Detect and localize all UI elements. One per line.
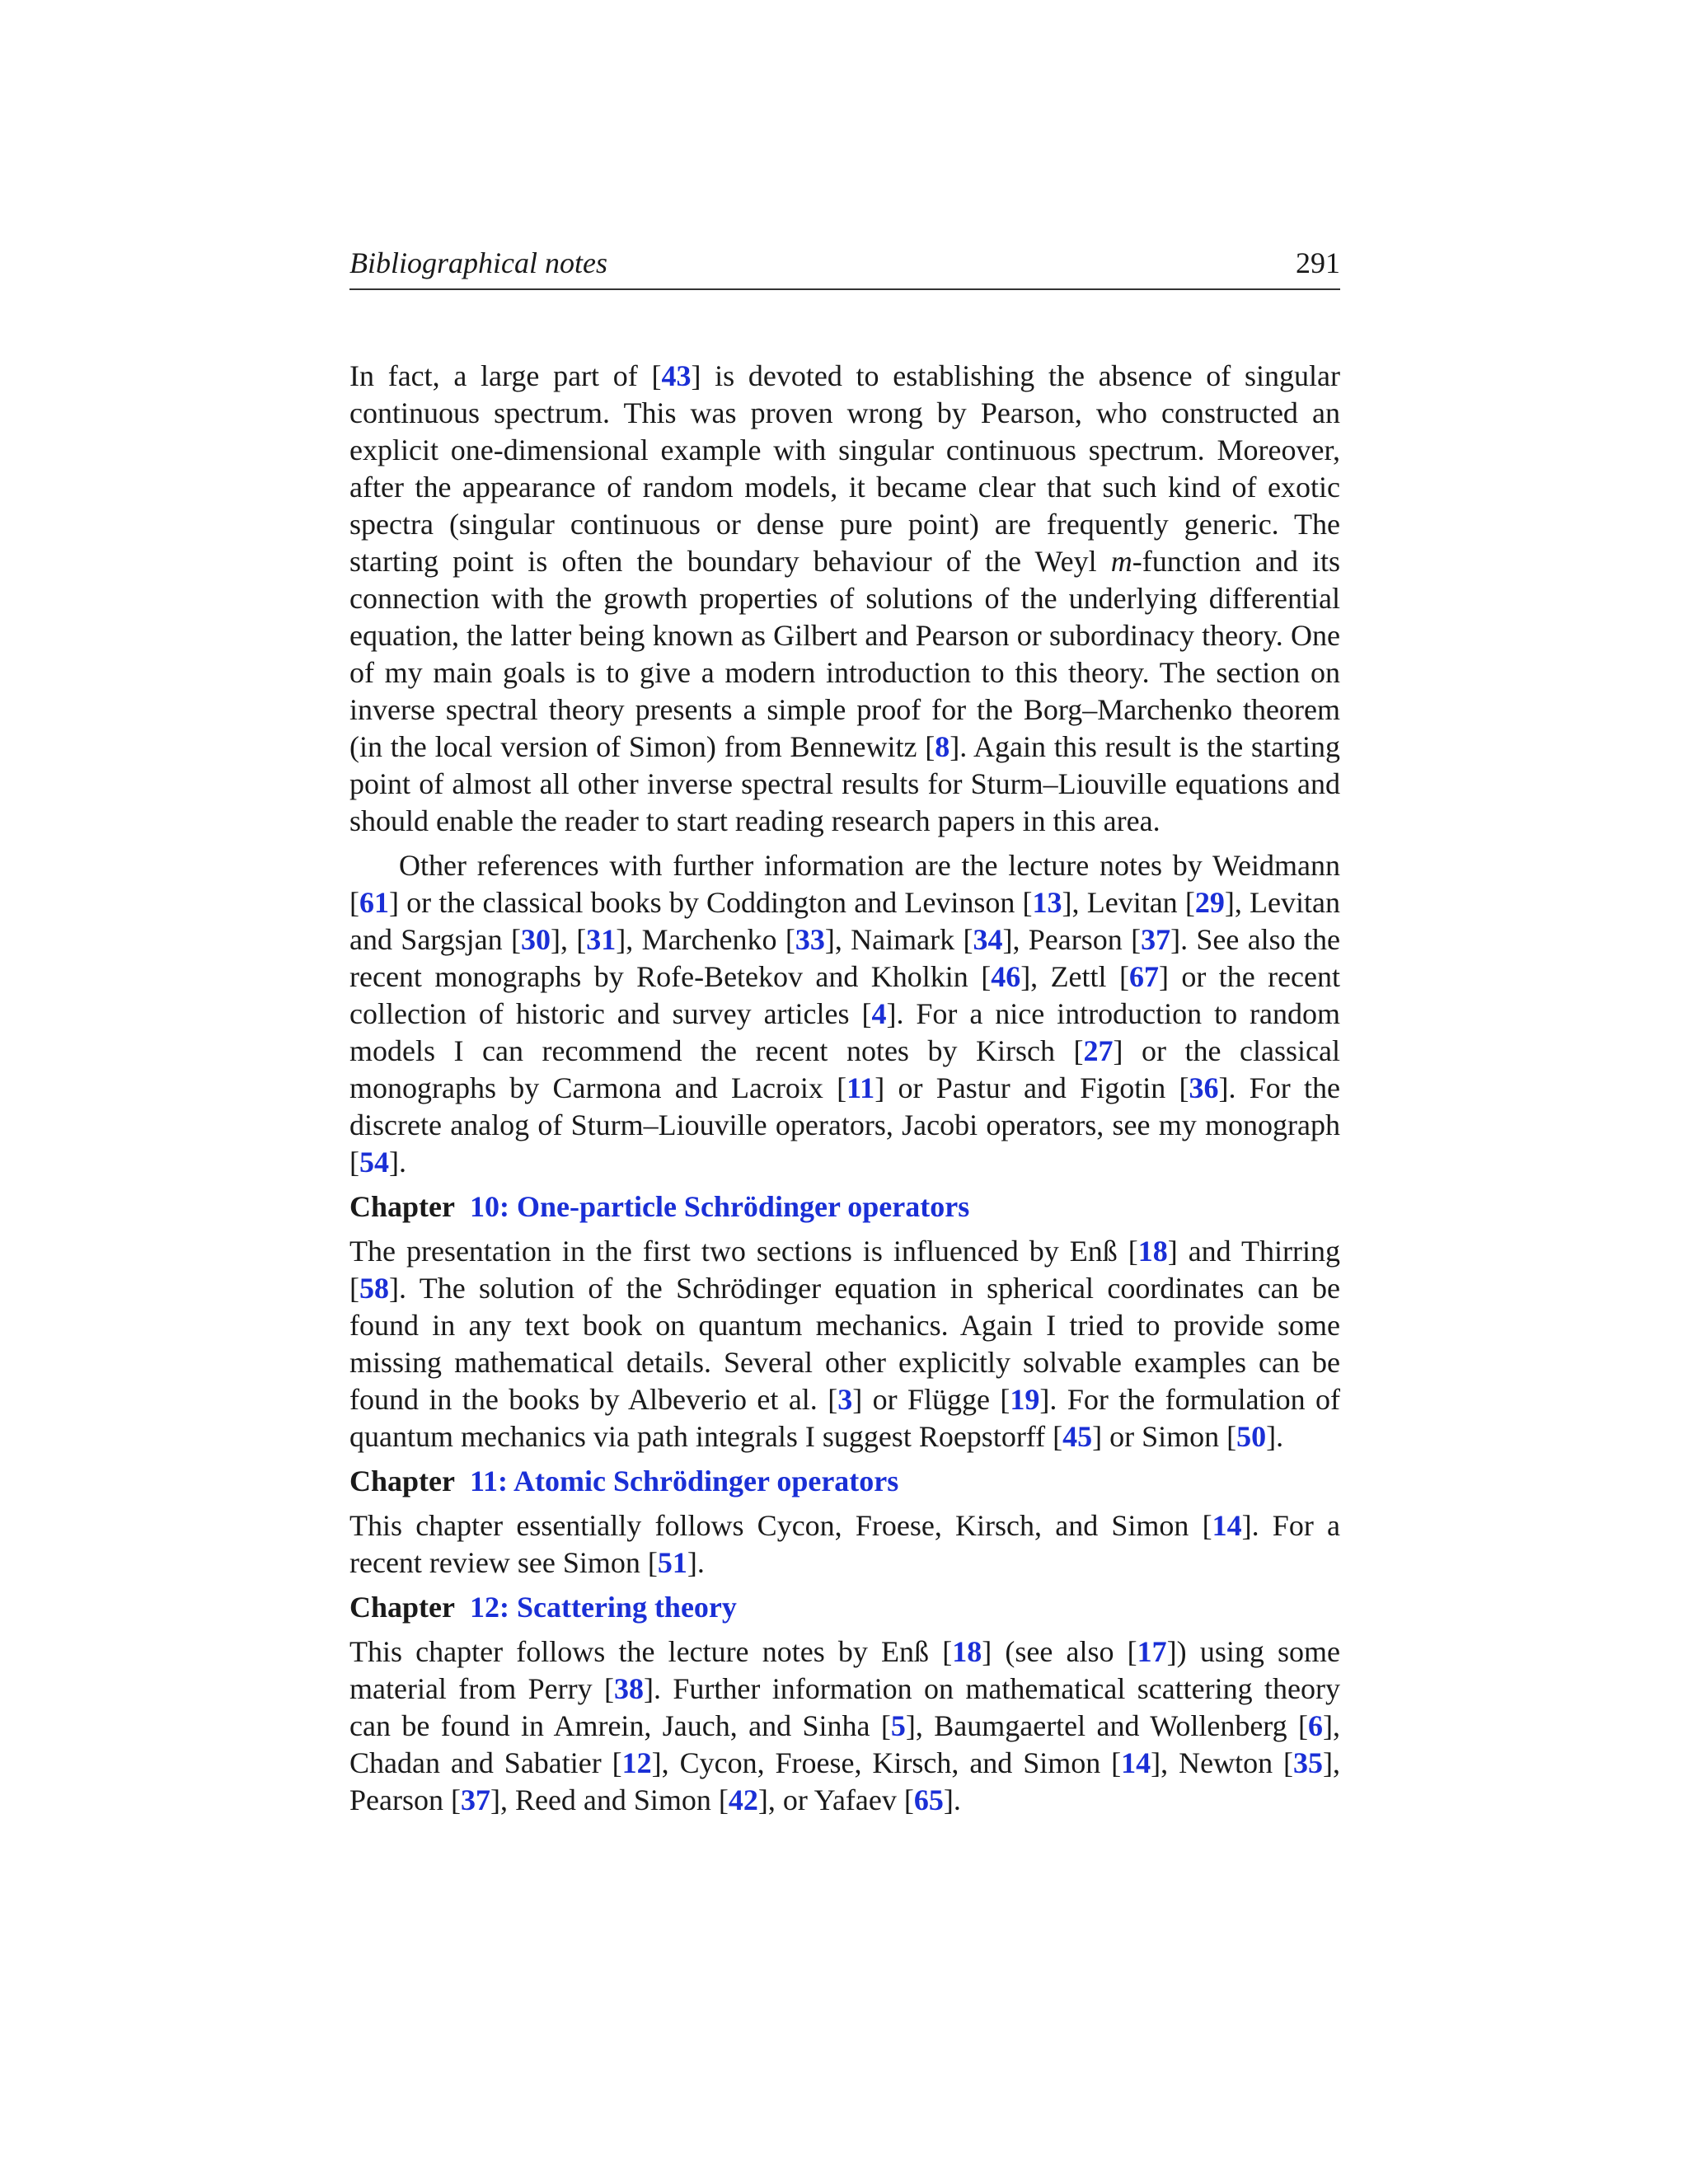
text-run: ]. Again this result is the starting point of almost all other inverse spectral results for Sturm–Liouville equations and should enable the reader to start reading research papers in this area. [349,730,1341,837]
chapter-title-link[interactable]: 10: One-particle Schrödinger operators [470,1190,970,1223]
citation-link[interactable]: 42 [728,1783,758,1816]
citation-link[interactable]: 35 [1292,1746,1323,1779]
paragraph [349,1233,1340,1455]
chapter-label: Chapter [349,1465,455,1497]
text-run: ]. For a nice introduction to random models I can recommend the recent notes by Kirsch [ [349,997,1340,1067]
text-run: ], [ [550,923,587,956]
text-run: ] or Pastur and Figotin [ [874,1071,1189,1104]
citation-link[interactable]: 45 [1062,1420,1093,1453]
text-run: ]. [1266,1420,1284,1453]
citation-link[interactable]: 18 [952,1635,982,1668]
citation-link[interactable]: 3 [837,1383,853,1416]
text-run: ] (see also [ [982,1635,1137,1668]
text-run: ], Reed and Simon [ [490,1783,729,1816]
text-run: ], Pearson [ [1002,923,1142,956]
running-header [349,246,1340,290]
paragraph [349,358,1340,840]
citation-link[interactable]: 50 [1236,1420,1267,1453]
text-run: ], Marchenko [ [616,923,795,956]
citation-link[interactable]: 14 [1212,1509,1242,1542]
citation-link[interactable]: 33 [795,923,825,956]
citation-link[interactable]: 65 [913,1783,944,1816]
text-run: Other references with further information are the lecture notes by Weidmann [ [349,849,1340,919]
chapter-title-link[interactable]: 12: Scattering theory [470,1591,737,1624]
paragraph [349,1633,1340,1819]
text-run: ]. [687,1546,705,1579]
citation-link[interactable]: 18 [1137,1235,1168,1268]
citation-link[interactable]: 8 [935,730,950,763]
text-run: ], Naimark [ [824,923,973,956]
chapter-heading [349,1188,1340,1226]
text-run: In fact, a large part of [ [349,359,662,392]
citation-link[interactable]: 13 [1032,886,1062,919]
citation-link[interactable]: 34 [973,923,1003,956]
text-run: ]. [943,1783,961,1816]
chapter-heading [349,1588,1340,1627]
text-run: ], Pearson [ [349,1746,1340,1816]
citation-link[interactable]: 11 [846,1071,875,1104]
page-number: 291 [1296,246,1340,279]
text-run: This chapter follows the lecture notes by Enß [ [349,1635,953,1668]
citation-link[interactable]: 51 [657,1546,687,1579]
citation-link[interactable]: 4 [871,997,887,1030]
math-variable: m [1110,545,1132,578]
citation-link[interactable]: 14 [1121,1746,1151,1779]
text-run: ] or the classical books by Coddington and Levinson [ [389,886,1033,919]
body-text [349,358,1340,1819]
citation-link[interactable]: 61 [359,886,389,919]
text-run: ]. See also the recent monographs by Rofe-Betekov and Kholkin [ [349,923,1341,993]
text-run: ], Cycon, Froese, Kirsch, and Simon [ [651,1746,1122,1779]
text-run: ], Chadan and Sabatier [ [349,1709,1341,1779]
text-run: ]. For a recent review see Simon [ [349,1509,1340,1579]
paragraph [349,1507,1340,1582]
text-run: ], Zettl [ [1020,960,1129,993]
citation-link[interactable]: 27 [1083,1034,1114,1067]
citation-link[interactable]: 38 [614,1672,644,1705]
citation-link[interactable]: 6 [1308,1709,1324,1742]
text-run: ]. [389,1146,406,1179]
text-run: ]. For the discrete analog of Sturm–Liouville operators, Jacobi operators, see my monograph [ [349,1071,1340,1179]
text-run: ], or Yafaev [ [757,1783,914,1816]
citation-link[interactable]: 54 [359,1146,389,1179]
text-run: ], Newton [ [1151,1746,1293,1779]
citation-link[interactable]: 43 [661,359,692,392]
citation-link[interactable]: 17 [1137,1635,1167,1668]
text-run: This chapter essentially follows Cycon, Froese, Kirsch, and Simon [ [349,1509,1212,1542]
text-run: ]. The solution of the Schrödinger equation in spherical coordinates can be found in any text book on quantum mechanics. Again I tried to provide some missing mathematical details. Several other explicitly solvable examples can be found in the books by Albeverio et al. [ [349,1272,1340,1416]
chapter-label: Chapter [349,1591,455,1624]
chapter-title-link[interactable]: 11: Atomic Schrödinger operators [470,1465,899,1497]
chapter-label: Chapter [349,1190,455,1223]
citation-link[interactable]: 36 [1189,1071,1219,1104]
citation-link[interactable]: 30 [520,923,551,956]
citation-link[interactable]: 31 [586,923,617,956]
citation-link[interactable]: 37 [1141,923,1171,956]
text-run: ] is devoted to establishing the absence of singular continuous spectrum. This was proven wrong by Pearson, who constructed an explicit one-dimensional example with singular continuous spectrum. Moreover, after the appearance of random models, it became clear that such kind of exotic spectra (singular continuous or dense pure point) are frequently generic. The starting point is often the boundary behaviour of the Weyl [349,359,1340,578]
paragraph [349,847,1340,1181]
text-run: ] and Thirring [ [349,1235,1340,1305]
text-run: ]. For the formulation of quantum mechanics via path integrals I suggest Roepstorff [ [349,1383,1341,1453]
text-run: ] or the recent collection of historic and survey articles [ [349,960,1341,1030]
text-run: -function and its connection with the growth properties of solutions of the underlying differential equation, the latter being known as Gilbert and Pearson or subordinacy theory. One of my main goals is to give a modern introduction to this theory. The section on inverse spectral theory presents a simple proof for the Borg–Marchenko theorem (in the local version of Simon) from Bennewitz [ [349,545,1340,763]
citation-link[interactable]: 37 [460,1783,490,1816]
text-run: ], Levitan and Sargsjan [ [349,886,1340,956]
text-run: ], Levitan [ [1062,886,1195,919]
text-run: ], Baumgaertel and Wollenberg [ [905,1709,1309,1742]
citation-link[interactable]: 67 [1128,960,1159,993]
running-title: Bibliographical notes [349,246,607,279]
citation-link[interactable]: 12 [621,1746,652,1779]
text-run: ]) using some material from Perry [ [349,1635,1341,1705]
citation-link[interactable]: 19 [1010,1383,1040,1416]
chapter-heading [349,1462,1340,1501]
text-run: The presentation in the first two sections is influenced by Enß [ [349,1235,1138,1268]
text-run: ]. Further information on mathematical scattering theory can be found in Amrein, Jauch, and Sinha [ [349,1672,1340,1742]
text-run: ] or Flügge [ [852,1383,1010,1416]
text-run: ] or the classical monographs by Carmona and Lacroix [ [349,1034,1340,1104]
citation-link[interactable]: 46 [991,960,1021,993]
citation-link[interactable]: 58 [359,1272,389,1305]
text-run: ] or Simon [ [1092,1420,1237,1453]
citation-link[interactable]: 5 [890,1709,906,1742]
citation-link[interactable]: 29 [1194,886,1225,919]
